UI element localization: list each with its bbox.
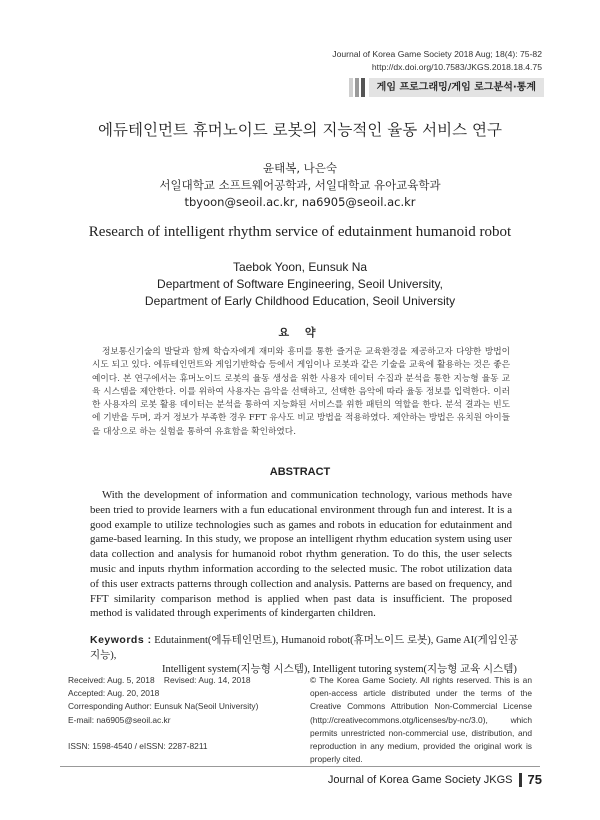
license-notice: © The Korea Game Society. All rights reserved. This is an open-access article distributed under the terms of the Creative Commons Attribution Non-Commercial License (http://creativecommons.otg/licenses/by-nc/3.0), which permits unrestricted non-commercial use, distribution, and reproduction in any medium, provided the original work is properly cited. (310, 675, 532, 765)
accepted-date: Accepted: Aug. 20, 2018 (68, 688, 160, 699)
category-label: 게임 프로그래밍/게임 로그분석·통계 (369, 78, 544, 97)
author-emails[interactable]: tbyoon@seoil.ac.kr, na6905@seoil.ac.kr (184, 195, 416, 209)
footer-journal-name: Journal of Korea Game Society JKGS (327, 773, 513, 786)
paper-title-korean: 에듀테인먼트 휴머노이드 로봇의 지능적인 율동 서비스 연구 (98, 121, 502, 139)
page-number: 75 (527, 772, 542, 787)
page-footer (328, 772, 542, 787)
category-banner (349, 78, 544, 97)
affiliation-korean: 서일대학교 소프트웨어공학과, 서일대학교 유아교육학과 (159, 178, 441, 192)
paper-title-english: Research of intelligent rhythm service of edutainment humanoid robot (88, 224, 512, 240)
corresponding-author: Corresponding Author: Eunsuk Na(Seoil University) (68, 701, 259, 712)
keywords-label: Keywords : (90, 634, 152, 646)
keywords-section (90, 633, 520, 678)
keywords-line-2: Intelligent system(지능형 시스템), Intelligent tutoring system(지능형 교육 시스템) (162, 664, 517, 675)
issn: ISSN: 1598-4540 / eISSN: 2287-8211 (68, 740, 208, 751)
authors-english: Taebok Yoon, Eunsuk Na (232, 260, 368, 274)
journal-citation: Journal of Korea Game Society 2018 Aug; 18(4): 75-82 (332, 49, 542, 59)
received-date: Received: Aug. 5, 2018 (68, 675, 155, 685)
category-bar-light (349, 78, 353, 97)
corresponding-email[interactable]: E-mail: na6905@seoil.ac.kr (68, 714, 171, 725)
abstract-english-heading: ABSTRACT (269, 466, 331, 478)
footer-separator (519, 773, 522, 787)
abstract-korean-body: 정보통신기술의 발달과 함께 학습자에게 재미와 흥미를 통한 즐거운 교육환경을 제공하고자 다양한 방법이 시도 되고 있다. 에듀테인먼트와 게임기반학습 등에서 게임이나 로봇과 같은 기술을 교육에 활용하는 것은 좋은 예이다. 본 연구에서는 휴머노이드 로봇의 율동 생성을 위한 사용자 데이터 수집과 분석을 통한 지능형 율동 교육 시스템을 제안한다. 이를 위하여 사용자는 음악을 선택하고, 선택한 음악에 따라 율동 정보를 입력한다. 이러한 사용자의 로봇 활용 데이터는 분석을 통하여 지능화된 서비스를 위한 패턴의 역할을 한다. 분석 결과는 빈도에 기반을 두며, 과거 정보가 부족한 경우 FFT 유사도 비교 방법을 적용하였다. 제안하는 방법은 유치원 아이들을 대상으로 하는 실험을 통하여 유효함을 확인하였다. (92, 347, 510, 437)
journal-reference (332, 48, 542, 74)
keywords-line-1: Edutainment(에듀테인먼트), Humanoid robot(휴머노이드 로봇), Game AI(게임인공지능), (90, 635, 519, 661)
authors-korean: 윤태복, 나은숙 (263, 161, 337, 175)
category-bar-mid (355, 78, 359, 97)
info-spacer (68, 727, 278, 740)
affiliation-english-2: Department of Early Childhood Education, Seoil University (144, 294, 456, 308)
revised-date: Revised: Aug. 14, 2018 (163, 675, 251, 685)
affiliation-english-1: Department of Software Engineering, Seoil University, (157, 277, 443, 291)
article-info (68, 674, 278, 753)
abstract-english-body: With the development of information and communication technology, various methods have been tried to provide learners with a fun educational environment through fun and interest. It is a good example to utilize technologies such as games and robots in education for edutainment and game-based learning. In this study, we propose an intelligent rhythm education system using user data collection and analysis for humanoid robot rhythm generation. To do this, the user selects music and inputs rhythm information according to the selected music. The robot utilization data of this user extracts patterns through collection and analysis. Patterns are based on frequency, and FFT similarity comparison method is applied when past data is insufficient. The proposed method is validated through experiments of kindergarten children. (90, 489, 512, 620)
category-bar-dark (361, 78, 365, 97)
footer-divider (60, 766, 540, 767)
abstract-korean-heading: 요 약 (278, 326, 322, 339)
doi-link[interactable]: http://dx.doi.org/10.7583/JKGS.2018.18.4.75 (371, 62, 542, 72)
